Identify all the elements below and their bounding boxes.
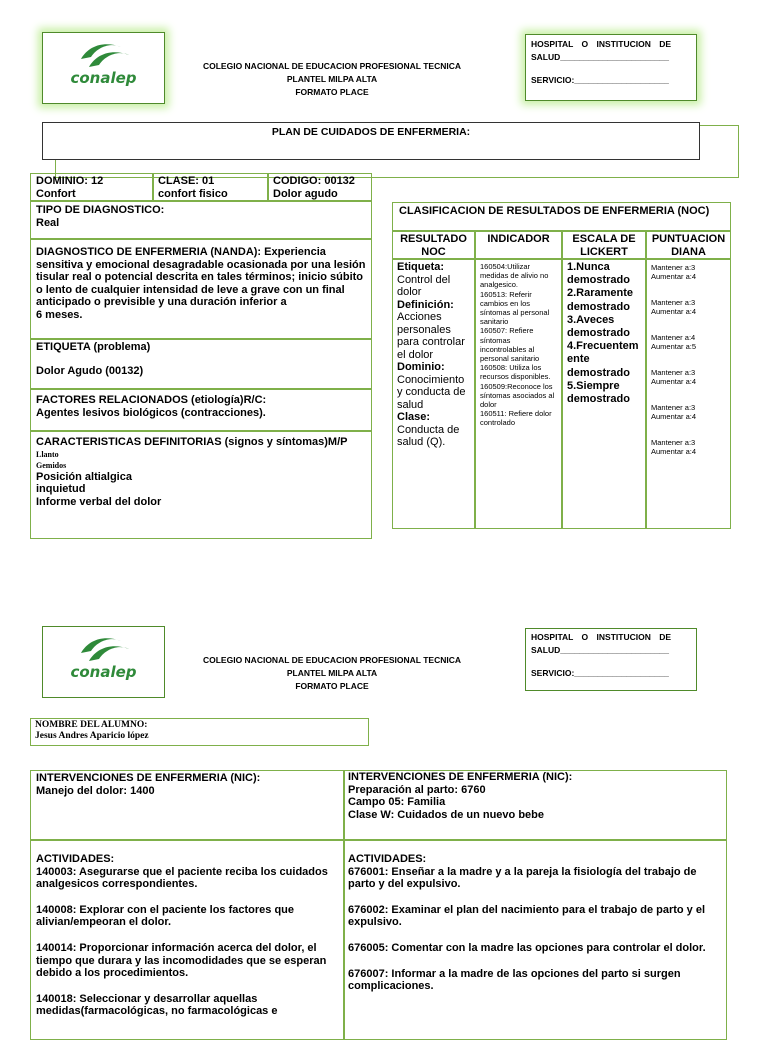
activity-item: 140014: Proporcionar información acerca del dolor, el tiempo que durara y las incomodidades que se esperan debido a los procedimientos.	[36, 941, 327, 980]
activity-item: 676005: Comentar con la madre las opciones para controlar el dolor.	[348, 941, 706, 954]
servicio-label: SERVICIO:____________________	[531, 75, 669, 85]
school-name: COLEGIO NACIONAL DE EDUCACION PROFESIONAL TECNICA	[202, 655, 461, 665]
hospital-label: HOSPITAL O INSTITUCION DE	[531, 632, 671, 642]
conalep-logo-icon	[75, 631, 135, 665]
puntuacion-item: Mantener a:3 Aumentar a:4	[651, 403, 697, 422]
plan-title: PLAN DE CUIDADOS DE ENFERMERIA:	[271, 126, 471, 138]
alumno-name: Jesus Andres Aparicio lópez	[35, 731, 149, 741]
noc-header-indicador: INDICADOR	[475, 231, 562, 259]
tipo-diagnostico-cell: TIPO DE DIAGNOSTICO: Real	[30, 201, 372, 239]
nic-right-activities: ACTIVIDADES: 676001: Enseñar a la madre y a la pareja la fisiología del trabajo de parto y del expulsivo. 676002: Examinar el plan del nacimiento para el trabajo de parto y el expulsivo. 676005: Comentar con la madre las opciones para controlar el dolor. 676007: Informar a la madre de las opciones del parto si surgen complicaciones.	[344, 840, 727, 1040]
logo-text: conalep	[70, 663, 137, 681]
nanda-cell: DIAGNOSTICO DE ENFERMERIA (NANDA): Experiencia sensitiva y emocional desagradable ocasionada por una lesión tisular real o potencial descrita en tales términos; inicio súbito o lento de cualquier intensidad de leve a grave con un final anticipado o previsible y una duración inferior a 6 meses.	[30, 239, 372, 339]
hospital-box-2	[525, 628, 697, 691]
noc-indicador-cell: 160504:Utilizar medidas de alivio no analgesico. 160513: Referir cambios en los síntomas al personal sanitario 160507: Refiere síntomas incontrolables al personal sanitario 160508: Utiliza los recursos disponibles. 160509:Reconoce los síntomas asociados al dolor 160511: Refiere dolor controlado	[475, 259, 562, 529]
activity-item: 140008: Explorar con el paciente los factores que alivian/empeoran el dolor.	[36, 903, 294, 929]
alumno-label: NOMBRE DEL ALUMNO:	[35, 720, 148, 730]
clase-cell: CLASE: 01 confort fisico	[153, 173, 268, 201]
puntuacion-item: Mantener a:3 Aumentar a:4	[651, 368, 697, 387]
noc-escala-cell: 1.Nunca demostrado 2.Raramente demostrado 3.Aveces demostrado 4.Frecuentemente demostrado 5.Siempre demostrado	[562, 259, 646, 529]
etiqueta-cell: ETIQUETA (problema) Dolor Agudo (00132)	[30, 339, 372, 389]
activity-item: 676007: Informar a la madre de las opciones del parto si surgen complicaciones.	[348, 967, 681, 993]
noc-puntuacion-cell	[646, 259, 731, 529]
format-name: FORMATO PLACE	[295, 87, 369, 97]
nic-left-header: INTERVENCIONES DE ENFERMERIA (NIC): Manejo del dolor: 1400	[30, 770, 344, 840]
activity-item: 140003: Asegurarse que el paciente reciba los cuidados analgesicos correspondientes.	[36, 865, 328, 891]
noc-header-escala: ESCALA DE LICKERT	[562, 231, 646, 259]
puntuacion-item: Mantener a:3 Aumentar a:4	[651, 298, 697, 317]
noc-header-puntuacion: PUNTUACION DIANA	[646, 231, 731, 259]
format-name: FORMATO PLACE	[295, 681, 369, 691]
caracteristicas-cell: CARACTERISTICAS DEFINITORIAS (signos y síntomas)M/P Llanto Gemidos Posición altialgica inquietud Informe verbal del dolor	[30, 431, 372, 539]
servicio-label: SERVICIO:____________________	[531, 668, 669, 678]
salud-label: SALUD_______________________	[531, 645, 670, 655]
puntuacion-item: Mantener a:3 Aumentar a:4	[651, 263, 697, 282]
puntuacion-item: Mantener a:3 Aumentar a:4	[651, 438, 697, 457]
nic-left-activities: ACTIVIDADES: 140003: Asegurarse que el paciente reciba los cuidados analgesicos correspondientes. 140008: Explorar con el paciente los factores que alivian/empeoran el dolor. 140014: Proporcionar información acerca del dolor, el tiempo que durara y las incomodidades que se esperan debido a los procedimientos. 140018: Seleccionar y desarrollar aquellas medidas(farmacológicas, no farmacológicas e	[30, 840, 344, 1040]
school-header	[190, 60, 474, 99]
dominio-cell: DOMINIO: 12 Confort	[30, 173, 153, 201]
noc-resultado-cell: Etiqueta: Control del dolor Definición: Acciones personales para controlar el dolor Dominio: Conocimiento y conducta de salud Clase: Conducta de salud (Q).	[392, 259, 475, 529]
nic-right-header: INTERVENCIONES DE ENFERMERIA (NIC): Preparación al parto: 6760 Campo 05: Familia Clase W: Cuidados de un nuevo bebe	[344, 770, 727, 840]
conalep-logo-icon	[75, 37, 135, 71]
school-header-2	[190, 654, 474, 693]
hospital-box	[525, 34, 697, 101]
campus-name: PLANTEL MILPA ALTA	[286, 74, 378, 84]
alumno-box	[30, 718, 369, 746]
hospital-label: HOSPITAL O INSTITUCION DE	[531, 39, 671, 49]
noc-title-cell: CLASIFICACION DE RESULTADOS DE ENFERMERIA (NOC)	[392, 202, 731, 231]
plan-title-box	[42, 122, 700, 160]
campus-name: PLANTEL MILPA ALTA	[286, 668, 378, 678]
factores-cell: FACTORES RELACIONADOS (etiología)R/C: Agentes lesivos biológicos (contracciones).	[30, 389, 372, 431]
salud-label: SALUD_______________________	[531, 52, 670, 62]
codigo-cell: CODIGO: 00132 Dolor agudo	[268, 173, 372, 201]
logo-text: conalep	[70, 69, 137, 87]
logo-box-2	[42, 626, 165, 698]
activity-item: 676001: Enseñar a la madre y a la pareja la fisiología del trabajo de parto y del expulsivo.	[348, 865, 697, 891]
logo-box	[42, 32, 165, 104]
activity-item: 140018: Seleccionar y desarrollar aquellas medidas(farmacológicas, no farmacológicas e	[36, 992, 278, 1018]
school-name: COLEGIO NACIONAL DE EDUCACION PROFESIONAL TECNICA	[202, 61, 461, 71]
activity-item: 676002: Examinar el plan del nacimiento para el trabajo de parto y el expulsivo.	[348, 903, 706, 929]
puntuacion-item: Mantener a:4 Aumentar a:5	[651, 333, 697, 352]
noc-header-resultado: RESULTADO NOC	[392, 231, 475, 259]
